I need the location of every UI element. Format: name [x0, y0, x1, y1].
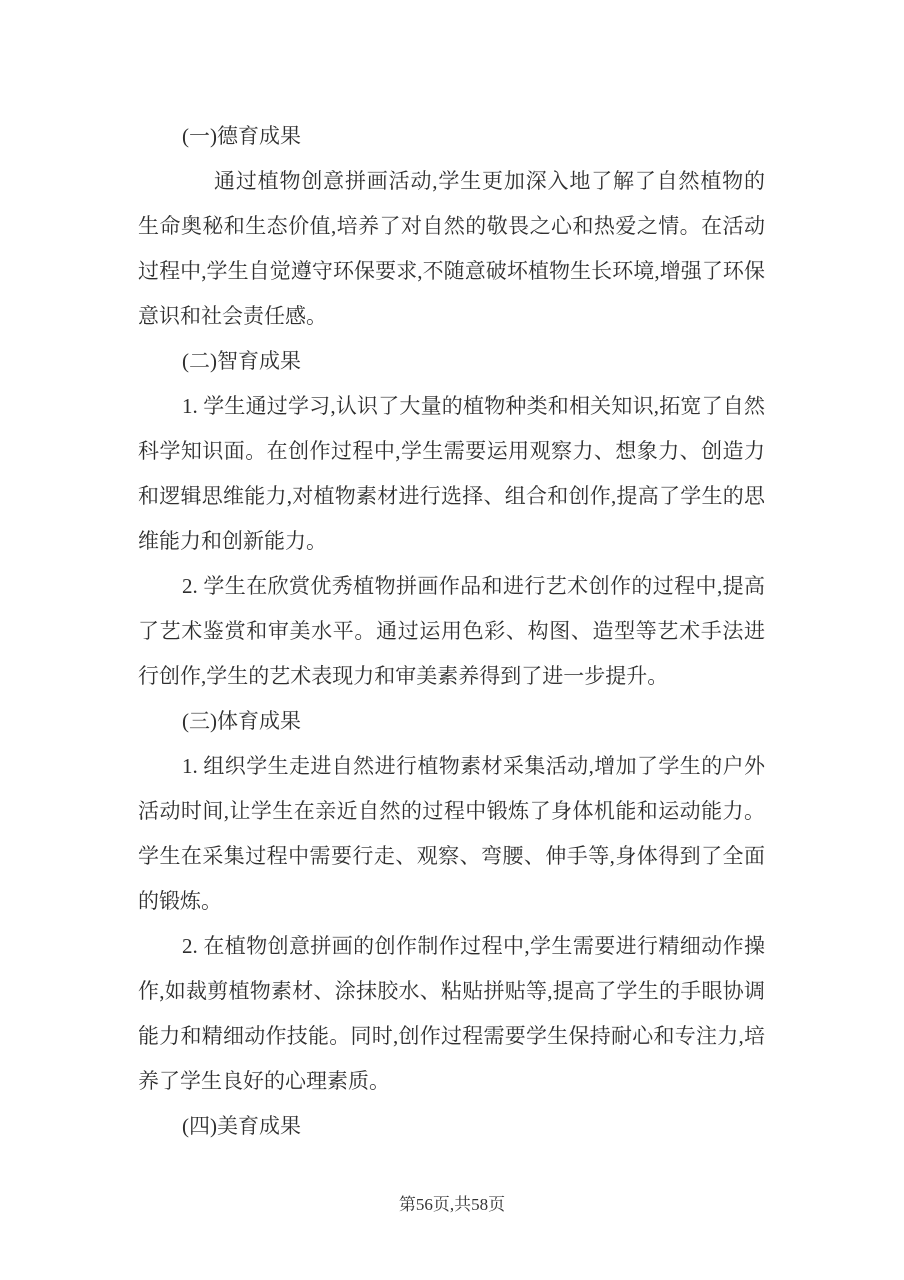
- body-paragraph: 1. 学生通过学习,认识了大量的植物种类和相关知识,拓宽了自然科学知识面。在创作过程中,学生需要运用观察力、想象力、创造力和逻辑思维能力,对植物素材进行选择、组合和创作,提高了学生的思维能力和创新能力。: [138, 394, 765, 553]
- section-heading: (三)体育成果: [182, 709, 301, 733]
- section-heading: (一)德育成果: [182, 124, 301, 148]
- body-paragraph: 1. 组织学生走进自然进行植物素材采集活动,增加了学生的户外活动时间,让学生在亲近自然的过程中锻炼了身体机能和运动能力。学生在采集过程中需要行走、观察、弯腰、伸手等,身体得到了全面的锻炼。: [138, 754, 765, 913]
- section-heading: (二)智育成果: [182, 349, 301, 373]
- body-paragraph: 2. 学生在欣赏优秀植物拼画作品和进行艺术创作的过程中,提高了艺术鉴赏和审美水平。通过运用色彩、构图、造型等艺术手法进行创作,学生的艺术表现力和审美素养得到了进一步提升。: [138, 574, 765, 688]
- page-footer: [0, 1194, 904, 1216]
- page-number-indicator: 第56页,共58页: [398, 1195, 506, 1214]
- body-paragraph: 通过植物创意拼画活动,学生更加深入地了解了自然植物的生命奥秘和生态价值,培养了对自然的敬畏之心和热爱之情。在活动过程中,学生自觉遵守环保要求,不随意破坏植物生长环境,增强了环保意识和社会责任感。: [138, 169, 765, 328]
- document-body: [138, 114, 765, 1149]
- section-heading: (四)美育成果: [182, 1114, 301, 1138]
- body-paragraph: 2. 在植物创意拼画的创作制作过程中,学生需要进行精细动作操作,如裁剪植物素材、涂抹胶水、粘贴拼贴等,提高了学生的手眼协调能力和精细动作技能。同时,创作过程需要学生保持耐心和专注力,培养了学生良好的心理素质。: [138, 934, 765, 1093]
